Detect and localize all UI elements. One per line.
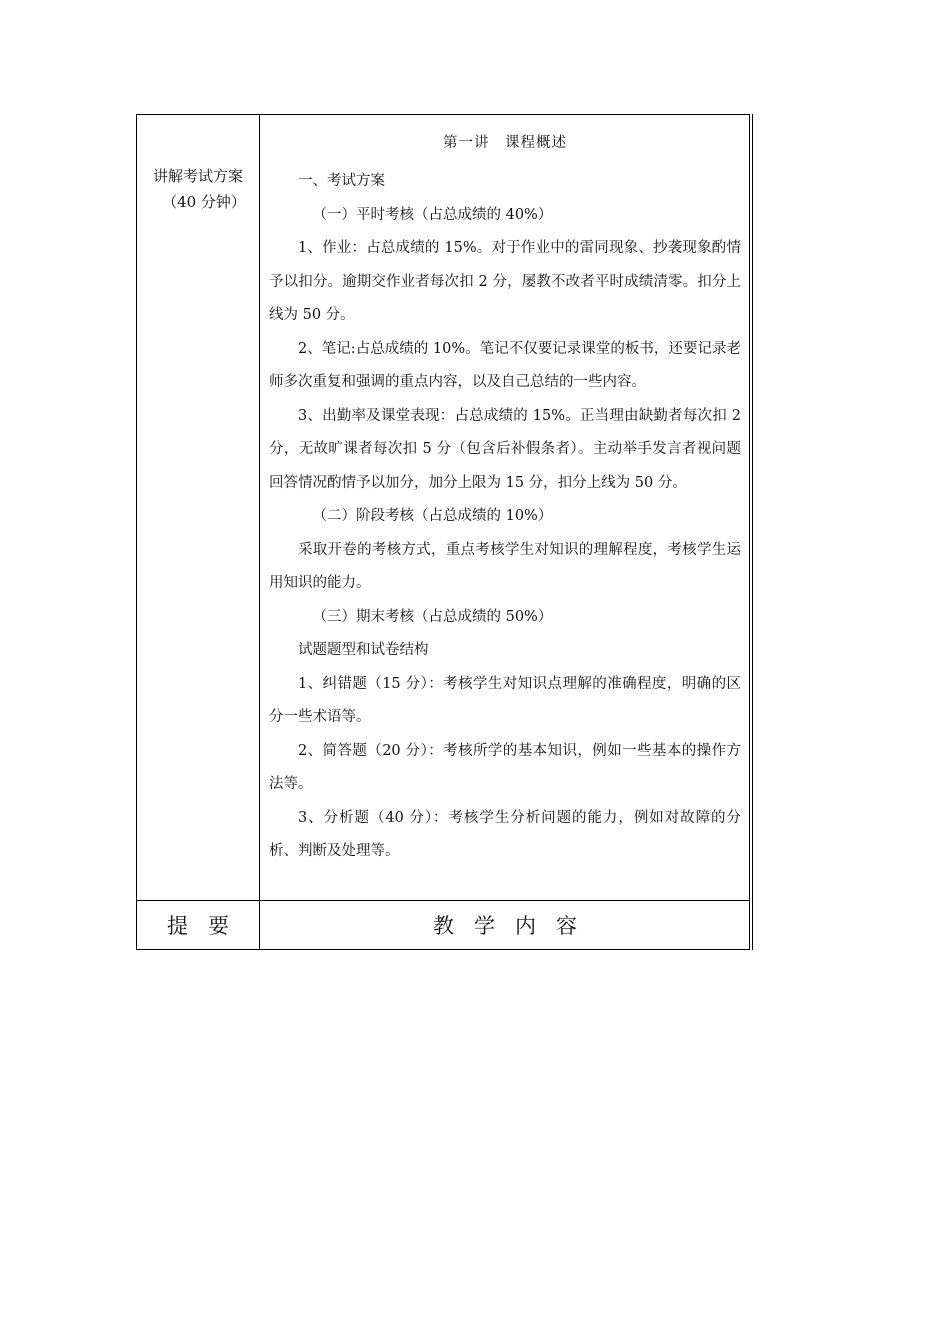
paragraph-notes: 2、笔记:占总成绩的 10%。笔记不仅要记录课堂的板书，还要记录老师多次重复和强调的重点内容，以及自己总结的一些内容。 <box>269 340 741 390</box>
row-divider <box>137 900 749 901</box>
summary-title: 讲解考试方案 <box>152 167 243 185</box>
subsection-regular-assessment: （一）平时考核（占总成绩的 40%） <box>312 206 553 223</box>
lecture-heading: 第一讲 课程概述 <box>443 135 567 151</box>
lesson-table <box>136 114 750 950</box>
section-heading-exam-plan: 一、考试方案 <box>298 173 385 189</box>
footer-content-label: 教学内容 <box>433 914 597 938</box>
paragraph-short-answer: 2、简答题（20 分）：考核所学的基本知识，例如一些基本的操作方法等。 <box>269 742 741 792</box>
subsection-final-exam: （三）期末考核（占总成绩的 50%） <box>312 608 553 625</box>
paragraph-open-book: 采取开卷的考核方式，重点考核学生对知识的理解程度，考核学生运用知识的能力。 <box>269 541 741 591</box>
footer-summary-label: 提要 <box>167 914 249 938</box>
paragraph-analysis: 3、分析题（40 分）：考核学生分析问题的能力，例如对故障的分析、判断及处理等。 <box>269 809 741 859</box>
subsection-stage-assessment: （二）阶段考核（占总成绩的 10%） <box>312 508 553 524</box>
paragraph-attendance: 3、出勤率及课堂表现：占总成绩的 15%。正当理由缺勤者每次扣 2 分，无故旷课者每次扣 5 分（包含后补假条者）。主动举手发言者视问题回答情况酌情予以加分，加分上限为 15 分，扣分上线为 50 分。 <box>269 407 741 491</box>
column-divider <box>259 115 260 949</box>
paragraph-question-types: 试题题型和试卷结构 <box>298 642 429 658</box>
paragraph-correction-questions: 1、纠错题（15 分）：考核学生对知识点理解的准确程度，明确的区分一些术语等。 <box>269 675 741 725</box>
paragraph-homework: 1、作业：占总成绩的 15%。对于作业中的雷同现象、抄袭现象酌情予以扣分。逾期交作业者每次扣 2 分，屡教不改者平时成绩清零。扣分上线为 50 分。 <box>269 240 741 323</box>
summary-duration: （40 分钟） <box>162 193 246 211</box>
content-cell <box>261 115 745 869</box>
summary-cell <box>137 115 259 215</box>
